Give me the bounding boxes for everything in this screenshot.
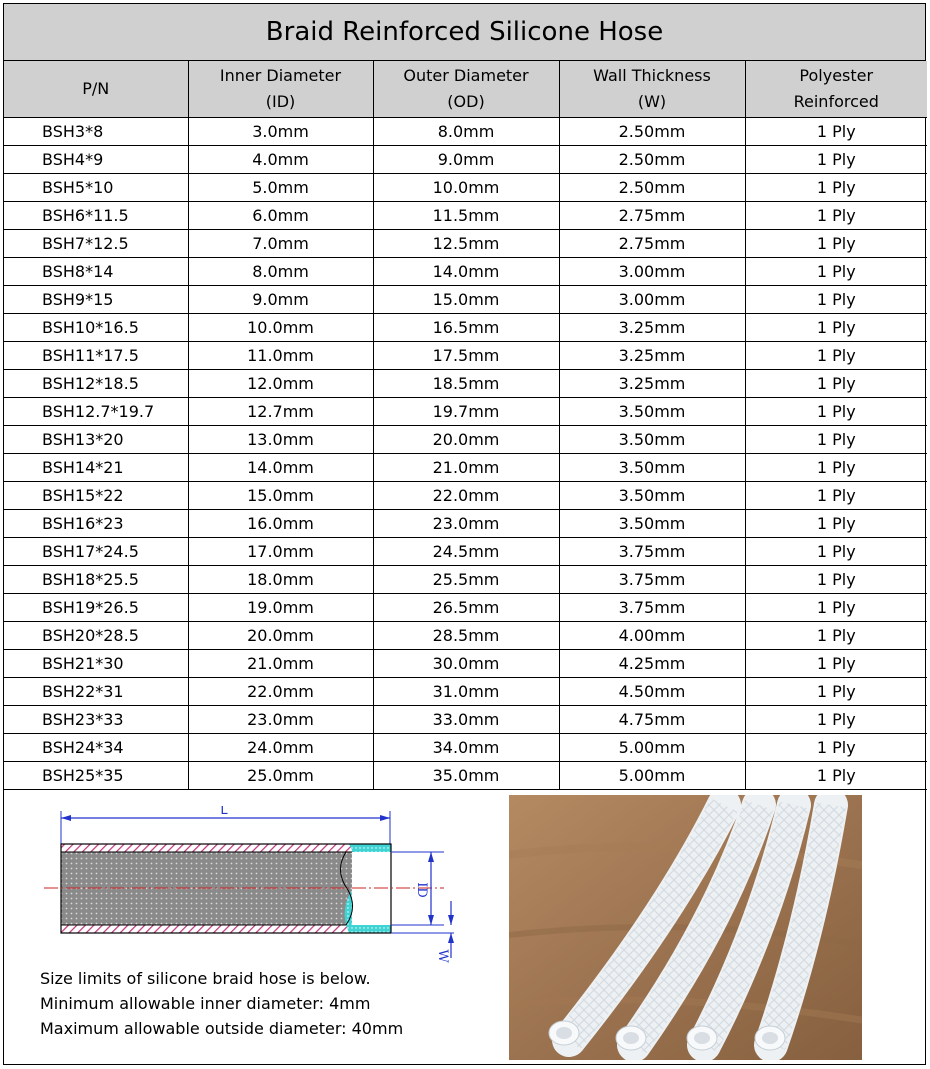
cell-pn: BSH10*16.5	[4, 314, 188, 342]
arrow-right-icon	[380, 815, 390, 821]
cell-pn: BSH18*25.5	[4, 566, 188, 594]
cell-ply: 1 Ply	[745, 594, 927, 622]
cell-ply: 1 Ply	[745, 566, 927, 594]
cell-inner-diameter: 17.0mm	[188, 538, 373, 566]
cell-pn: BSH17*24.5	[4, 538, 188, 566]
spec-sheet	[3, 3, 926, 1065]
cell-wall-thickness: 2.75mm	[559, 202, 745, 230]
hose-product-photo	[509, 795, 862, 1060]
cell-ply: 1 Ply	[745, 454, 927, 482]
table-row	[4, 762, 927, 790]
cell-wall-thickness: 3.50mm	[559, 482, 745, 510]
cell-wall-thickness: 3.75mm	[559, 538, 745, 566]
cell-ply: 1 Ply	[745, 678, 927, 706]
cell-outer-diameter: 34.0mm	[373, 734, 559, 762]
cell-ply: 1 Ply	[745, 398, 927, 426]
table-row	[4, 510, 927, 538]
cell-ply: 1 Ply	[745, 510, 927, 538]
cell-ply: 1 Ply	[745, 706, 927, 734]
table-header-row	[4, 61, 927, 118]
cell-inner-diameter: 22.0mm	[188, 678, 373, 706]
cell-inner-diameter: 15.0mm	[188, 482, 373, 510]
cell-inner-diameter: 4.0mm	[188, 146, 373, 174]
cell-wall-thickness: 2.50mm	[559, 174, 745, 202]
cell-ply: 1 Ply	[745, 342, 927, 370]
table-row	[4, 370, 927, 398]
table-row	[4, 258, 927, 286]
bottom-section	[4, 790, 925, 1068]
cell-pn: BSH24*34	[4, 734, 188, 762]
cell-ply: 1 Ply	[745, 734, 927, 762]
cell-outer-diameter: 12.5mm	[373, 230, 559, 258]
cell-pn: BSH20*28.5	[4, 622, 188, 650]
hose-wall-top	[61, 844, 391, 852]
table-row	[4, 538, 927, 566]
cell-pn: BSH3*8	[4, 118, 188, 146]
cell-inner-diameter: 6.0mm	[188, 202, 373, 230]
cell-inner-diameter: 20.0mm	[188, 622, 373, 650]
size-limit-notes	[40, 966, 403, 1041]
table-row	[4, 426, 927, 454]
cell-wall-thickness: 3.50mm	[559, 398, 745, 426]
cell-wall-thickness: 3.25mm	[559, 314, 745, 342]
cell-ply: 1 Ply	[745, 650, 927, 678]
cell-ply: 1 Ply	[745, 482, 927, 510]
cell-ply: 1 Ply	[745, 370, 927, 398]
cell-outer-diameter: 24.5mm	[373, 538, 559, 566]
table-row	[4, 454, 927, 482]
cell-pn: BSH15*22	[4, 482, 188, 510]
cell-outer-diameter: 33.0mm	[373, 706, 559, 734]
id-arrow-down-icon	[428, 915, 434, 925]
cell-outer-diameter: 26.5mm	[373, 594, 559, 622]
cell-inner-diameter: 13.0mm	[188, 426, 373, 454]
cell-outer-diameter: 18.5mm	[373, 370, 559, 398]
wall-arrow-up-icon	[448, 933, 454, 943]
cell-pn: BSH9*15	[4, 286, 188, 314]
cell-outer-diameter: 35.0mm	[373, 762, 559, 790]
cell-wall-thickness: 3.75mm	[559, 594, 745, 622]
cell-inner-diameter: 12.0mm	[188, 370, 373, 398]
cell-pn: BSH19*26.5	[4, 594, 188, 622]
cell-inner-diameter: 7.0mm	[188, 230, 373, 258]
hose-dimension-drawing	[34, 806, 454, 966]
cell-inner-diameter: 10.0mm	[188, 314, 373, 342]
cell-pn: BSH14*21	[4, 454, 188, 482]
cell-outer-diameter: 16.5mm	[373, 314, 559, 342]
table-row	[4, 398, 927, 426]
cell-pn: BSH23*33	[4, 706, 188, 734]
cell-pn: BSH4*9	[4, 146, 188, 174]
cell-ply: 1 Ply	[745, 174, 927, 202]
table-row	[4, 482, 927, 510]
cell-pn: BSH11*17.5	[4, 342, 188, 370]
table-row	[4, 286, 927, 314]
cell-inner-diameter: 5.0mm	[188, 174, 373, 202]
cell-ply: 1 Ply	[745, 538, 927, 566]
cell-ply: 1 Ply	[745, 146, 927, 174]
cell-outer-diameter: 22.0mm	[373, 482, 559, 510]
cell-wall-thickness: 3.00mm	[559, 258, 745, 286]
cell-pn: BSH12*18.5	[4, 370, 188, 398]
cell-pn: BSH8*14	[4, 258, 188, 286]
cell-outer-diameter: 15.0mm	[373, 286, 559, 314]
cell-ply: 1 Ply	[745, 258, 927, 286]
note-line: Size limits of silicone braid hose is below.	[40, 969, 371, 988]
cell-wall-thickness: 2.50mm	[559, 146, 745, 174]
cell-outer-diameter: 28.5mm	[373, 622, 559, 650]
cell-inner-diameter: 25.0mm	[188, 762, 373, 790]
cell-pn: BSH21*30	[4, 650, 188, 678]
table-row	[4, 230, 927, 258]
cell-ply: 1 Ply	[745, 286, 927, 314]
header-inner-diameter: Inner Diameter (ID)	[188, 61, 373, 118]
cell-inner-diameter: 16.0mm	[188, 510, 373, 538]
hose-wall-bottom	[61, 925, 391, 933]
table-row	[4, 342, 927, 370]
cell-wall-thickness: 3.75mm	[559, 566, 745, 594]
cell-ply: 1 Ply	[745, 426, 927, 454]
cell-pn: BSH5*10	[4, 174, 188, 202]
cell-ply: 1 Ply	[745, 230, 927, 258]
note-line: Minimum allowable inner diameter: 4mm	[40, 994, 371, 1013]
cell-wall-thickness: 3.50mm	[559, 454, 745, 482]
arrow-left-icon	[61, 815, 71, 821]
cell-ply: 1 Ply	[745, 202, 927, 230]
table-body	[4, 118, 927, 790]
cell-outer-diameter: 14.0mm	[373, 258, 559, 286]
cell-wall-thickness: 5.00mm	[559, 734, 745, 762]
cell-wall-thickness: 2.50mm	[559, 118, 745, 146]
header-pn: P/N	[4, 61, 188, 118]
table-row	[4, 314, 927, 342]
cell-pn: BSH6*11.5	[4, 202, 188, 230]
cell-inner-diameter: 24.0mm	[188, 734, 373, 762]
cell-pn: BSH7*12.5	[4, 230, 188, 258]
table-row	[4, 202, 927, 230]
cell-pn: BSH12.7*19.7	[4, 398, 188, 426]
wall-arrow-down-icon	[448, 915, 454, 925]
table-row	[4, 650, 927, 678]
table-row	[4, 174, 927, 202]
cell-outer-diameter: 8.0mm	[373, 118, 559, 146]
cell-inner-diameter: 3.0mm	[188, 118, 373, 146]
cell-wall-thickness: 3.00mm	[559, 286, 745, 314]
table-row	[4, 118, 927, 146]
table-row	[4, 678, 927, 706]
cell-outer-diameter: 19.7mm	[373, 398, 559, 426]
cell-outer-diameter: 11.5mm	[373, 202, 559, 230]
header-outer-diameter: Outer Diameter (OD)	[373, 61, 559, 118]
note-line: Maximum allowable outside diameter: 40mm	[40, 1019, 404, 1038]
cell-inner-diameter: 14.0mm	[188, 454, 373, 482]
cell-outer-diameter: 9.0mm	[373, 146, 559, 174]
id-arrow-up-icon	[428, 852, 434, 862]
cell-wall-thickness: 5.00mm	[559, 762, 745, 790]
header-wall-thickness: Wall Thickness (W)	[559, 61, 745, 118]
length-label: L	[220, 806, 228, 818]
cell-outer-diameter: 17.5mm	[373, 342, 559, 370]
cell-inner-diameter: 11.0mm	[188, 342, 373, 370]
cell-wall-thickness: 2.75mm	[559, 230, 745, 258]
cell-inner-diameter: 23.0mm	[188, 706, 373, 734]
cell-outer-diameter: 25.5mm	[373, 566, 559, 594]
cell-outer-diameter: 10.0mm	[373, 174, 559, 202]
cell-pn: BSH16*23	[4, 510, 188, 538]
cell-inner-diameter: 12.7mm	[188, 398, 373, 426]
cell-outer-diameter: 23.0mm	[373, 510, 559, 538]
cell-wall-thickness: 3.50mm	[559, 426, 745, 454]
cell-wall-thickness: 3.25mm	[559, 370, 745, 398]
table-row	[4, 706, 927, 734]
cell-wall-thickness: 4.00mm	[559, 622, 745, 650]
table-row	[4, 566, 927, 594]
spec-table	[4, 61, 927, 790]
cell-inner-diameter: 9.0mm	[188, 286, 373, 314]
cell-wall-thickness: 4.50mm	[559, 678, 745, 706]
cell-wall-thickness: 3.25mm	[559, 342, 745, 370]
cell-inner-diameter: 8.0mm	[188, 258, 373, 286]
cell-outer-diameter: 30.0mm	[373, 650, 559, 678]
cell-pn: BSH13*20	[4, 426, 188, 454]
cell-ply: 1 Ply	[745, 762, 927, 790]
id-label: ID	[414, 882, 429, 898]
cell-wall-thickness: 4.75mm	[559, 706, 745, 734]
table-row	[4, 146, 927, 174]
wall-label: W	[435, 949, 450, 963]
cell-wall-thickness: 4.25mm	[559, 650, 745, 678]
cell-pn: BSH22*31	[4, 678, 188, 706]
cell-inner-diameter: 21.0mm	[188, 650, 373, 678]
cell-ply: 1 Ply	[745, 314, 927, 342]
header-polyester-reinforced: Polyester Reinforced	[745, 61, 927, 118]
cell-outer-diameter: 21.0mm	[373, 454, 559, 482]
cell-wall-thickness: 3.50mm	[559, 510, 745, 538]
cell-ply: 1 Ply	[745, 118, 927, 146]
cell-pn: BSH25*35	[4, 762, 188, 790]
cell-inner-diameter: 19.0mm	[188, 594, 373, 622]
table-row	[4, 622, 927, 650]
cell-outer-diameter: 31.0mm	[373, 678, 559, 706]
page-title: Braid Reinforced Silicone Hose	[4, 4, 925, 61]
table-row	[4, 734, 927, 762]
table-row	[4, 594, 927, 622]
cell-inner-diameter: 18.0mm	[188, 566, 373, 594]
cell-ply: 1 Ply	[745, 622, 927, 650]
cell-outer-diameter: 20.0mm	[373, 426, 559, 454]
